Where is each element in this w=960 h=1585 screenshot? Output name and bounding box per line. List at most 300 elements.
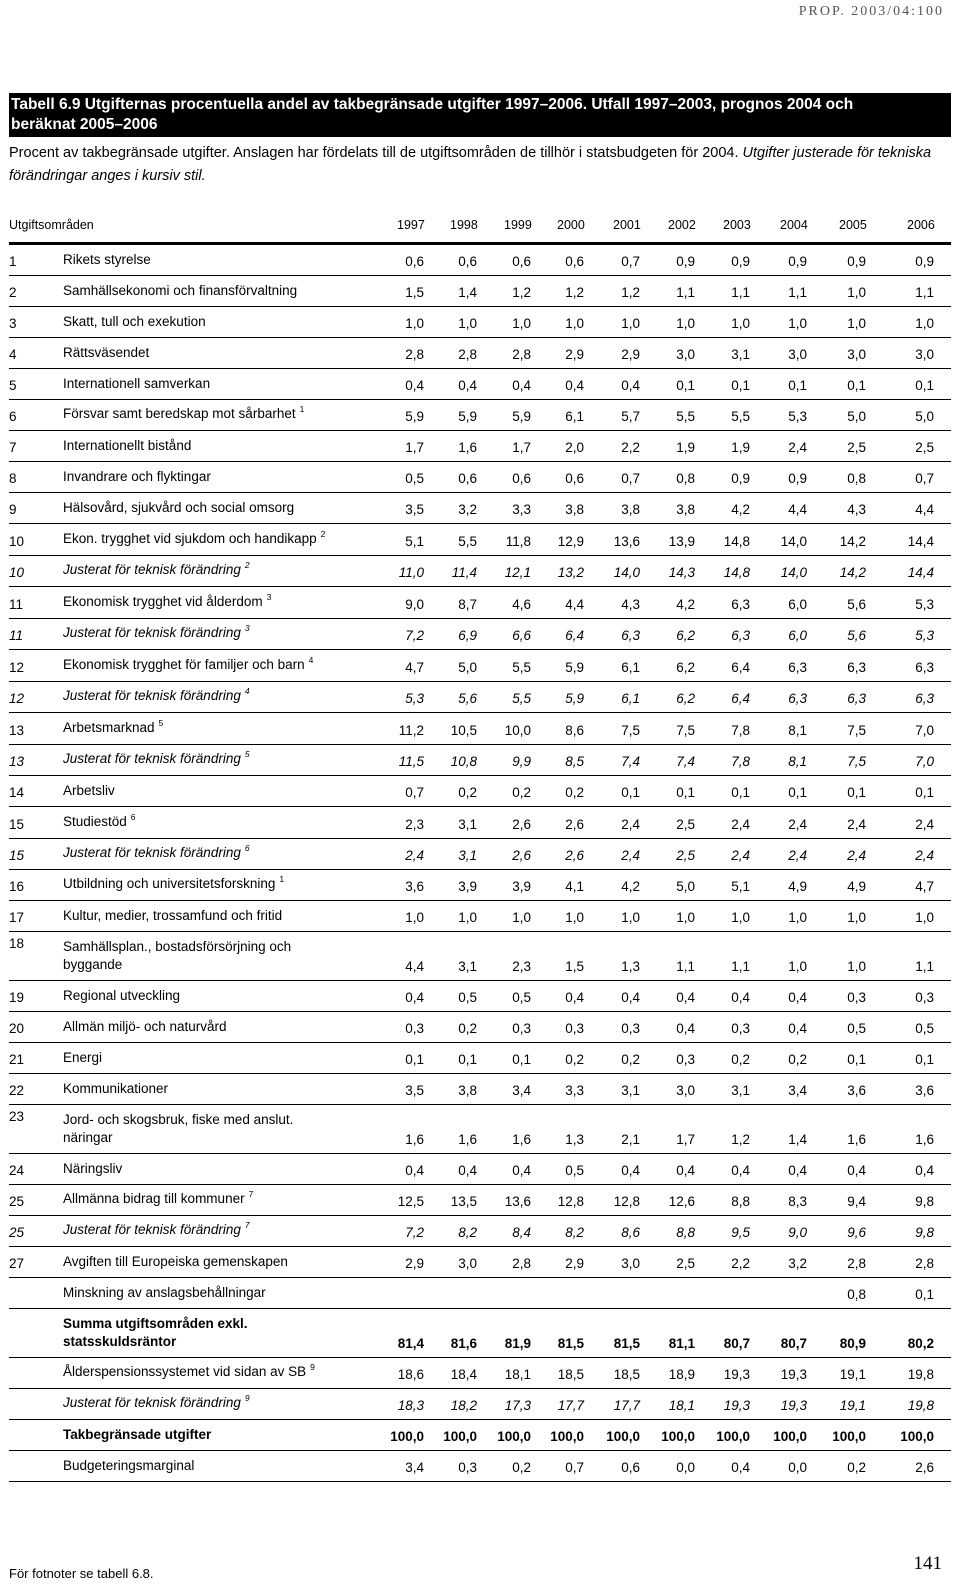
row-value: 5,1	[731, 879, 750, 894]
table-subtitle	[9, 142, 951, 188]
row-label	[63, 1426, 211, 1444]
row-value: 5,0	[458, 660, 477, 675]
row-value: 6,2	[676, 660, 695, 675]
row-value: 17,7	[613, 1398, 640, 1413]
row-value: 100,0	[832, 1429, 866, 1444]
row-label-text: Energi	[63, 1050, 103, 1065]
row-value: 3,4	[512, 1083, 531, 1098]
row-number: 5	[9, 378, 17, 393]
row-value: 1,9	[676, 440, 695, 455]
row-value: 1,6	[458, 440, 477, 455]
footnote-marker: 5	[158, 718, 164, 728]
row-value: 3,0	[847, 347, 866, 362]
row-label	[63, 1049, 102, 1067]
row-value: 5,7	[621, 409, 640, 424]
row-value: 1,0	[676, 910, 695, 925]
row-label-text: Justerat för teknisk förändring	[63, 1222, 241, 1237]
row-label	[63, 251, 151, 269]
row-number: 27	[9, 1256, 25, 1271]
row-value: 1,0	[565, 910, 584, 925]
row-value: 7,0	[915, 754, 934, 769]
row-value: 9,9	[512, 754, 531, 769]
row-number: 1	[9, 254, 17, 269]
row-value: 100,0	[661, 1429, 695, 1444]
row-number: 9	[9, 502, 17, 517]
row-value: 1,4	[458, 285, 477, 300]
row-value: 0,4	[565, 378, 584, 393]
row-value: 0,9	[915, 254, 934, 269]
row-value: 0,2	[731, 1052, 750, 1067]
row-value: 2,6	[512, 848, 531, 863]
row-value: 1,0	[788, 959, 807, 974]
row-value: 0,6	[512, 471, 531, 486]
row-value: 2,4	[915, 848, 934, 863]
row-value: 7,0	[915, 723, 934, 738]
row-value: 100,0	[900, 1429, 934, 1444]
row-label	[63, 656, 313, 675]
row-value: 2,4	[788, 440, 807, 455]
table-title	[9, 93, 951, 137]
row-value: 1,6	[915, 1132, 934, 1147]
row-value: 0,4	[731, 990, 750, 1005]
row-number: 10	[9, 534, 25, 549]
row-value: 2,8	[915, 1256, 934, 1271]
row-number: 11	[9, 597, 24, 612]
row-label-text: Minskning av anslagsbehållningar	[63, 1285, 266, 1300]
row-label-text: Rättsväsendet	[63, 345, 150, 360]
row-value: 13,2	[557, 565, 584, 580]
row-value: 1,1	[915, 285, 934, 300]
row-label	[63, 468, 211, 486]
row-value: 1,0	[458, 910, 477, 925]
row-value: 11,2	[398, 723, 424, 738]
row-label-text: Justerat för teknisk förändring	[63, 625, 241, 640]
row-value: 0,1	[915, 378, 934, 393]
row-value: 81,6	[450, 1336, 477, 1351]
row-value: 5,3	[915, 628, 934, 643]
table-row	[9, 745, 951, 776]
row-value: 0,6	[565, 471, 584, 486]
row-value: 0,4	[731, 1163, 750, 1178]
row-value: 4,4	[915, 502, 934, 517]
row-value: 2,4	[847, 817, 866, 832]
row-value: 5,9	[512, 409, 531, 424]
row-label	[63, 405, 304, 424]
row-value: 0,1	[731, 785, 750, 800]
row-value: 7,5	[621, 723, 640, 738]
row-number: 23	[9, 1109, 25, 1124]
row-value: 6,3	[788, 660, 807, 675]
row-value: 0,3	[915, 990, 934, 1005]
row-value: 6,4	[565, 628, 584, 643]
row-label	[63, 1315, 248, 1351]
row-value: 2,5	[847, 440, 866, 455]
row-value: 3,1	[458, 959, 477, 974]
row-value: 18,4	[450, 1367, 477, 1382]
row-value: 0,4	[512, 378, 531, 393]
row-value: 1,1	[676, 959, 695, 974]
row-value: 5,5	[512, 691, 531, 706]
table-row	[9, 1012, 951, 1043]
row-value: 14,2	[839, 565, 866, 580]
row-value: 11,4	[451, 565, 477, 580]
table-row	[9, 587, 951, 619]
row-label	[63, 313, 206, 331]
row-number: 21	[9, 1052, 25, 1067]
row-value: 3,8	[621, 502, 640, 517]
row-value: 6,0	[788, 597, 807, 612]
row-value: 2,8	[512, 1256, 531, 1271]
running-head: PROP. 2003/04:100	[798, 4, 944, 19]
row-value: 19,3	[723, 1367, 750, 1382]
row-value: 0,9	[731, 471, 750, 486]
row-value: 8,8	[676, 1225, 695, 1240]
row-value: 0,5	[565, 1163, 584, 1178]
row-value: 0,9	[731, 254, 750, 269]
row-value: 4,3	[847, 502, 866, 517]
row-value: 1,2	[512, 285, 531, 300]
row-value: 0,9	[788, 471, 807, 486]
row-value: 6,3	[621, 628, 640, 643]
row-value: 3,8	[458, 1083, 477, 1098]
row-value: 19,3	[780, 1398, 807, 1413]
row-value: 0,5	[915, 1021, 934, 1036]
table-body	[9, 245, 951, 1482]
row-value: 4,6	[512, 597, 531, 612]
row-number: 2	[9, 285, 17, 300]
subtitle-italic-note: Utgifter justerade för tekniska förändringar anges i kursiv stil.	[9, 145, 932, 184]
row-value: 1,0	[847, 910, 866, 925]
table-row	[9, 276, 951, 307]
header-year: 1997	[397, 218, 425, 232]
table-row	[9, 1043, 951, 1074]
row-label	[63, 875, 284, 894]
row-value: 0,4	[915, 1163, 934, 1178]
row-value: 18,2	[450, 1398, 477, 1413]
row-value: 3,0	[621, 1256, 640, 1271]
row-label-text-line-2: byggande	[63, 957, 123, 972]
row-value: 0,5	[405, 471, 424, 486]
row-value: 100,0	[443, 1429, 477, 1444]
row-value: 3,1	[731, 1083, 750, 1098]
row-value: 5,1	[405, 534, 424, 549]
row-label	[63, 1111, 293, 1147]
row-value: 6,1	[565, 409, 584, 424]
row-value: 2,5	[676, 817, 695, 832]
row-value: 0,6	[458, 471, 477, 486]
row-value: 14,0	[780, 534, 807, 549]
row-number: 3	[9, 316, 17, 331]
row-value: 0,9	[788, 254, 807, 269]
table-row	[9, 1389, 951, 1420]
row-value: 5,9	[405, 409, 424, 424]
table-title-line-1: Tabell 6.9 Utgifternas procentuella andel av takbegränsade utgifter 1997–2006. Utfall 1997–2003, prognos 2004 och	[11, 96, 854, 113]
table-row	[9, 1420, 951, 1451]
row-number: 20	[9, 1021, 25, 1036]
row-number: 6	[9, 409, 17, 424]
row-value: 0,8	[847, 471, 866, 486]
row-value: 6,3	[788, 691, 807, 706]
row-value: 8,6	[621, 1225, 640, 1240]
row-value: 100,0	[606, 1429, 640, 1444]
row-value: 0,7	[621, 471, 640, 486]
row-value: 1,2	[731, 1132, 750, 1147]
row-value: 0,1	[621, 785, 640, 800]
row-number: 25	[9, 1194, 25, 1209]
row-value: 1,5	[405, 285, 424, 300]
row-value: 0,4	[458, 1163, 477, 1178]
row-value: 0,4	[621, 990, 640, 1005]
row-value: 6,3	[847, 691, 866, 706]
row-value: 81,5	[557, 1336, 584, 1351]
row-value: 2,9	[621, 347, 640, 362]
row-value: 1,0	[676, 316, 695, 331]
row-label-text: Samhällsekonomi och finansförvaltning	[63, 283, 298, 298]
row-value: 8,3	[788, 1194, 807, 1209]
row-label	[63, 1080, 168, 1098]
row-label	[63, 844, 250, 863]
row-value: 3,3	[512, 502, 531, 517]
header-year: 1999	[504, 218, 532, 232]
row-value: 0,4	[458, 378, 477, 393]
row-value: 1,0	[915, 910, 934, 925]
row-value: 6,4	[731, 691, 750, 706]
row-label-text: Kommunikationer	[63, 1081, 169, 1096]
row-value: 1,0	[847, 316, 866, 331]
row-value: 19,3	[780, 1367, 807, 1382]
row-value: 13,6	[504, 1194, 531, 1209]
row-value: 18,1	[668, 1398, 695, 1413]
header-year: 2000	[557, 218, 585, 232]
table-row	[9, 807, 951, 839]
row-value: 2,6	[915, 1460, 934, 1475]
row-value: 7,5	[847, 754, 866, 769]
row-value: 0,2	[847, 1460, 866, 1475]
row-value: 7,4	[676, 754, 695, 769]
row-value: 12,8	[557, 1194, 584, 1209]
row-value: 1,7	[512, 440, 531, 455]
row-value: 80,2	[907, 1336, 934, 1351]
row-value: 0,4	[788, 990, 807, 1005]
row-number: 15	[9, 817, 25, 832]
row-value: 18,1	[504, 1367, 531, 1382]
row-value: 8,5	[565, 754, 584, 769]
row-value: 1,2	[621, 285, 640, 300]
row-value: 1,0	[512, 316, 531, 331]
row-label	[63, 1018, 227, 1036]
row-number: 18	[9, 936, 25, 951]
row-label-text: Allmänna bidrag till kommuner	[63, 1191, 245, 1206]
table-row	[9, 338, 951, 369]
row-value: 11,8	[505, 534, 531, 549]
row-value: 2,5	[676, 1256, 695, 1271]
row-value: 1,0	[405, 910, 424, 925]
row-value: 0,2	[512, 1460, 531, 1475]
row-value: 18,6	[397, 1367, 424, 1382]
row-value: 18,9	[668, 1367, 695, 1382]
row-value: 5,9	[565, 660, 584, 675]
row-label	[63, 375, 210, 393]
row-number: 8	[9, 471, 17, 486]
row-value: 0,1	[847, 1052, 866, 1067]
row-value: 1,0	[788, 910, 807, 925]
row-label-text: Avgiften till Europeiska gemenskapen	[63, 1254, 288, 1269]
row-value: 0,3	[512, 1021, 531, 1036]
row-value: 3,8	[676, 502, 695, 517]
row-value: 3,0	[676, 347, 695, 362]
row-value: 6,2	[676, 628, 695, 643]
row-value: 1,7	[676, 1132, 695, 1147]
row-label	[63, 750, 250, 769]
header-year: 1998	[450, 218, 478, 232]
row-value: 0,3	[621, 1021, 640, 1036]
row-value: 8,8	[731, 1194, 750, 1209]
row-value: 2,2	[731, 1256, 750, 1271]
row-value: 0,6	[458, 254, 477, 269]
row-value: 6,3	[915, 691, 934, 706]
row-value: 2,4	[915, 817, 934, 832]
row-label	[63, 1253, 288, 1271]
row-value: 4,4	[565, 597, 584, 612]
row-number: 17	[9, 910, 25, 925]
row-value: 100,0	[497, 1429, 531, 1444]
row-value: 10,8	[450, 754, 477, 769]
row-value: 0,8	[847, 1287, 866, 1302]
table-row	[9, 776, 951, 807]
row-value: 0,3	[676, 1052, 695, 1067]
row-value: 8,7	[458, 597, 477, 612]
row-value: 2,3	[405, 817, 424, 832]
row-value: 0,9	[847, 254, 866, 269]
row-label-text: Regional utveckling	[63, 988, 181, 1003]
row-label	[63, 813, 136, 832]
row-value: 2,4	[405, 848, 424, 863]
row-label-text-line-2: näringar	[63, 1130, 113, 1145]
row-value: 8,1	[788, 723, 807, 738]
row-value: 4,2	[621, 879, 640, 894]
row-value: 2,4	[731, 848, 750, 863]
row-value: 14,4	[907, 534, 934, 549]
row-value: 0,3	[458, 1460, 477, 1475]
row-value: 8,2	[565, 1225, 584, 1240]
table-row	[9, 1185, 951, 1216]
row-value: 3,0	[788, 347, 807, 362]
row-value: 0,1	[847, 378, 866, 393]
row-value: 6,3	[847, 660, 866, 675]
row-value: 12,9	[557, 534, 584, 549]
row-value: 2,9	[405, 1256, 424, 1271]
row-label-text: Takbegränsade utgifter	[63, 1427, 212, 1442]
table-row	[9, 1074, 951, 1105]
row-value: 7,8	[731, 723, 750, 738]
row-value: 2,6	[565, 817, 584, 832]
row-value: 80,7	[780, 1336, 807, 1351]
footnote-marker: 7	[248, 1189, 254, 1199]
row-value: 17,3	[504, 1398, 531, 1413]
page-number: 141	[913, 1553, 942, 1574]
row-value: 1,0	[621, 910, 640, 925]
row-value: 14,0	[780, 565, 807, 580]
row-value: 0,3	[565, 1021, 584, 1036]
table-row	[9, 1309, 951, 1358]
table-row	[9, 901, 951, 932]
header-label: Utgiftsområden	[9, 218, 94, 232]
row-value: 0,1	[847, 785, 866, 800]
table-row	[9, 524, 951, 556]
table-row	[9, 307, 951, 338]
row-value: 14,8	[723, 534, 750, 549]
row-value: 10,0	[504, 723, 531, 738]
table-title-line-2: beräknat 2005–2006	[11, 116, 158, 133]
row-label	[63, 1363, 315, 1382]
table-row	[9, 839, 951, 870]
row-value: 1,0	[512, 910, 531, 925]
row-value: 3,2	[788, 1256, 807, 1271]
row-number: 19	[9, 990, 25, 1005]
row-value: 0,7	[621, 254, 640, 269]
row-label	[63, 782, 115, 800]
footnote-marker: 1	[299, 404, 305, 414]
row-value: 0,3	[731, 1021, 750, 1036]
row-value: 6,4	[731, 660, 750, 675]
row-value: 2,4	[847, 848, 866, 863]
row-label	[63, 282, 297, 300]
row-label	[63, 987, 180, 1005]
row-label-text: Justerat för teknisk förändring	[63, 688, 241, 703]
row-value: 0,1	[788, 378, 807, 393]
row-value: 18,5	[557, 1367, 584, 1382]
row-value: 0,2	[565, 1052, 584, 1067]
row-value: 4,2	[731, 502, 750, 517]
row-value: 0,5	[512, 990, 531, 1005]
row-value: 5,5	[731, 409, 750, 424]
row-value: 81,4	[397, 1336, 424, 1351]
row-value: 0,1	[915, 785, 934, 800]
table-row	[9, 713, 951, 745]
row-value: 9,8	[915, 1225, 934, 1240]
row-value: 2,8	[458, 347, 477, 362]
row-value: 2,9	[565, 347, 584, 362]
row-value: 0,7	[405, 785, 424, 800]
row-label-text: Internationell samverkan	[63, 376, 211, 391]
row-label-text: Skatt, tull och exekution	[63, 314, 206, 329]
row-value: 1,0	[847, 959, 866, 974]
row-label-text: Arbetsliv	[63, 783, 115, 798]
row-value: 3,0	[458, 1256, 477, 1271]
row-value: 5,6	[458, 691, 477, 706]
row-value: 9,0	[788, 1225, 807, 1240]
row-value: 1,3	[621, 959, 640, 974]
table-row	[9, 400, 951, 431]
row-value: 4,7	[405, 660, 424, 675]
row-value: 7,2	[405, 1225, 424, 1240]
row-value: 4,3	[621, 597, 640, 612]
row-value: 0,0	[788, 1460, 807, 1475]
row-value: 1,0	[731, 910, 750, 925]
row-value: 11,0	[398, 565, 424, 580]
row-value: 1,5	[565, 959, 584, 974]
row-label	[63, 1394, 250, 1413]
footnote-marker: 5	[244, 749, 250, 759]
row-value: 0,5	[847, 1021, 866, 1036]
row-value: 100,0	[550, 1429, 584, 1444]
row-value: 12,6	[668, 1194, 695, 1209]
footnote-marker: 6	[130, 812, 136, 822]
row-value: 13,5	[450, 1194, 477, 1209]
row-value: 2,4	[621, 817, 640, 832]
row-label-text: Ekonomisk trygghet för familjer och barn	[63, 657, 305, 672]
table-row	[9, 1154, 951, 1185]
